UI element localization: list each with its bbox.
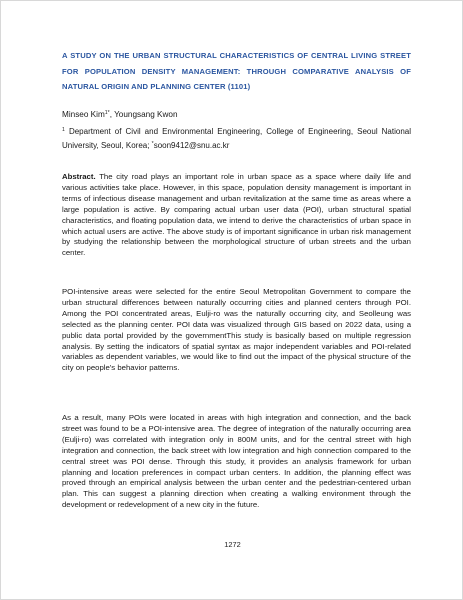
author-affiliation-marker: 1*: [104, 110, 110, 116]
author-name: Minseo Kim: [62, 110, 105, 119]
author-name: Youngsang Kwon: [114, 110, 178, 119]
body-paragraph: POI-intensive areas were selected for the entire Seoul Metropolitan Government to compare the urban structural differences between naturally occurring cities and planned centers through POI. Among the POI concentrated areas, Eulji-ro was the naturally occurring city, and Seolleung was selected as the planning center. POI data was visualized through GIS based on 2022 data, using a public data portal provided by the governmentThis study is basically based on multiple regression analysis. By setting the indicators of spatial syntax as major independent variables and POI-related variables as dependent variables, we would like to find out the impact of the physical structure of the city on people's behavior patterns.: [62, 287, 411, 373]
abstract-paragraph: [62, 172, 411, 259]
affiliation-marker: 1: [62, 127, 65, 133]
author-separator: ,: [109, 110, 115, 119]
abstract-label: Abstract.: [62, 172, 96, 181]
page-number: 1272: [224, 540, 241, 549]
abstract-text: The city road plays an important role in urban space as a space where daily life and various activities take place. However, in this space, population density management is important in terms of infectious disease management and urban revitalization at the same time as areas where a large population is active. By comparing actual urban user data (POI), urban structural spatial characteristics, and floating population data, we intend to derive the characteristics of urban space in which actual users are active. The above study is of important significance in urban risk management by studying the relationship between the morphological structure of urban streets and the urban center.: [62, 172, 411, 258]
affiliation-text: Department of Civil and Environmental Engineering, College of Engineering, Seoul National University, Seoul, Korea;: [62, 127, 411, 150]
paper-title: A STUDY ON THE URBAN STRUCTURAL CHARACTERISTICS OF CENTRAL LIVING STREET FOR POPULATION DENSITY MANAGEMENT: THROUGH COMPARATIVE ANALYSIS OF NATURAL ORIGIN AND PLANNING CENTER (1101): [62, 51, 411, 91]
body-paragraph: As a result, many POIs were located in areas with high integration and connection, and the back street was found to be a POI-intensive area. The degree of integration of the naturally occurring area (Eulji-ro) was correlated with integration only in 800M units, and for the central street with high integration and connection, the back street with low integration and high connection compared to the central street was POI dense. Through this study, it provides an analysis framework for urban planning and location preferences in compact urban centers. In addition, the planning effect was proved through an empirical analysis between the urban center and the pedestrian-centered urban plan. This can suggest a planning direction when creating a walking environment through the development or redevelopment of a new city in the future.: [62, 413, 411, 510]
author-line: [62, 109, 178, 120]
corresponding-email: soon9412@snu.ac.kr: [153, 140, 230, 150]
affiliation: [62, 125, 411, 152]
email-marker: *: [151, 140, 154, 147]
